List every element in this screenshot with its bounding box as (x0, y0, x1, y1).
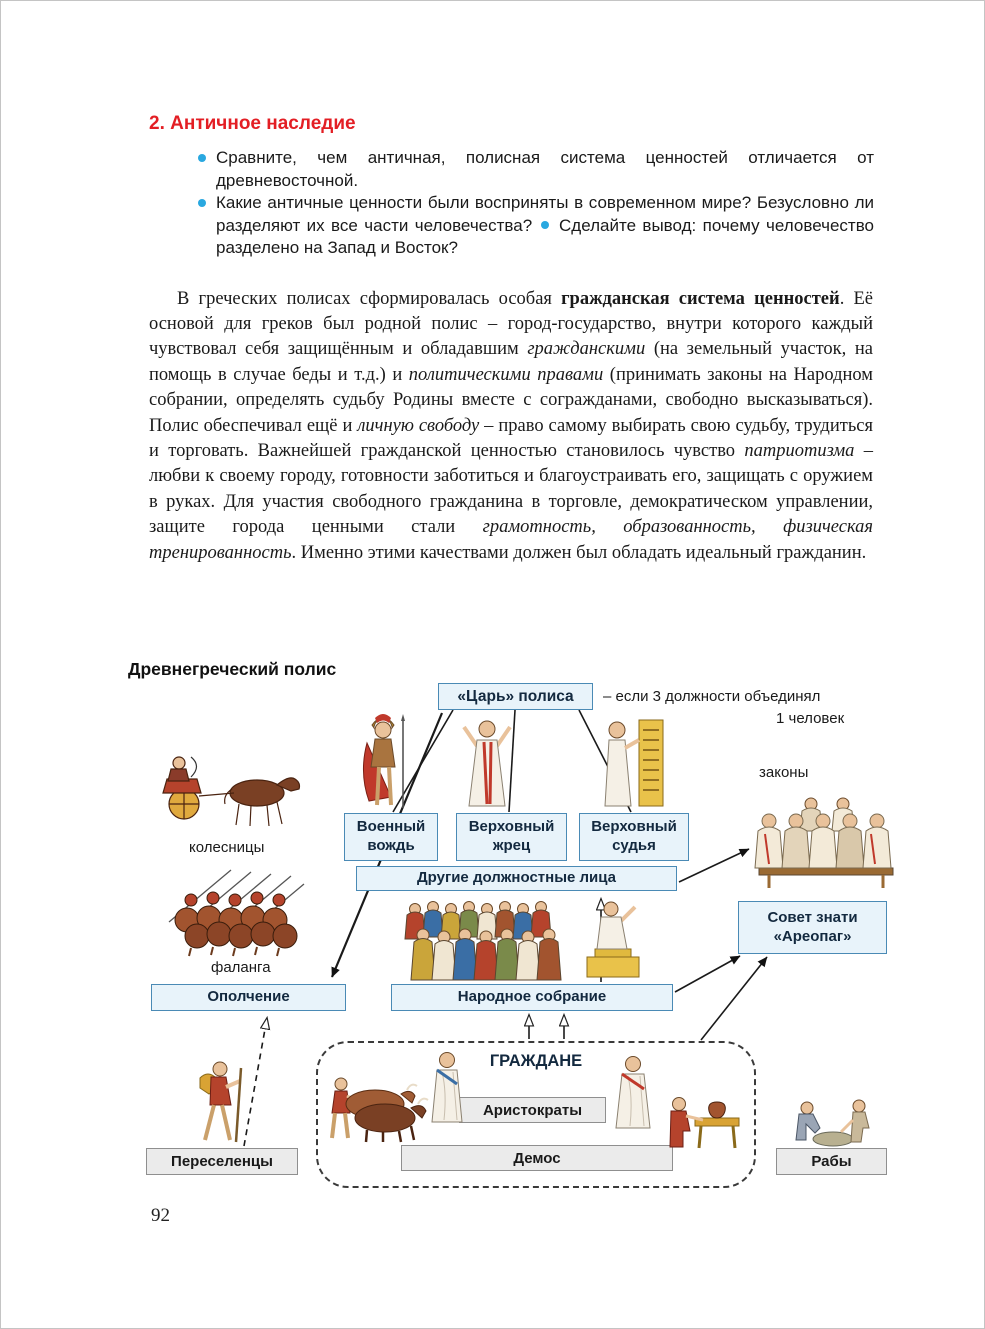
question-item-1 (196, 147, 874, 192)
question-text: Сравните, чем античная, полисная система ценностей отличается от древневосточной. (216, 148, 874, 190)
section-heading: 2. Античное наследие (149, 113, 356, 134)
text-segment: (на земельный участок, на помощь в случае беды и т.д.) и (149, 339, 873, 385)
text-segment: гражданскими (527, 339, 646, 360)
craftsman-figure (659, 1076, 747, 1152)
text-segment: гражданская система ценностей (561, 288, 840, 309)
question-text: Сделайте вывод: почему человечество разделено на Запад и Восток? (216, 215, 874, 257)
text-segment: . Именно этими качествами должен был обладать идеальный гражданин. (291, 542, 867, 563)
king-box: «Царь» полиса (438, 683, 593, 710)
council-box (738, 901, 887, 954)
migrants-box: Переселенцы (146, 1148, 298, 1175)
text-segment: В греческих полисах сформировалась особая (177, 288, 562, 309)
phalanx-label: фаланга (211, 959, 271, 976)
body-paragraph (149, 287, 873, 566)
questions-block (196, 147, 874, 260)
page-number: 92 (151, 1205, 170, 1226)
text-segment: грамотность, образованность, физическая тренированность (149, 517, 874, 563)
king-note-line1: – если 3 должности объединял (603, 688, 821, 705)
text-segment: патриотизма (744, 440, 855, 461)
chariots-label: колесницы (189, 839, 265, 856)
council-line2: «Ареопаг» (773, 927, 852, 945)
citizens-label: ГРАЖДАНЕ (489, 1052, 583, 1070)
assembly-box: Народное собрание (391, 984, 673, 1011)
farmers-oxen-figure (323, 1054, 438, 1144)
aristocrats-box: Аристократы (459, 1097, 606, 1123)
bullet-icon (198, 154, 206, 162)
question-item-2 (196, 192, 874, 260)
aristocrat-figure-left (426, 1048, 468, 1128)
chariot-illustration (139, 741, 304, 836)
text-segment: политическими правами (408, 364, 604, 385)
council-figures (751, 784, 901, 892)
high-priest-box: Верховный жрец (456, 813, 567, 861)
war-chief-box: Военный вождь (344, 813, 438, 861)
judge-figure (601, 714, 667, 814)
laws-label: законы (759, 764, 809, 781)
diagram-title: Древнегреческий полис (128, 659, 337, 679)
text-segment: . Её основой для греков был родной полис – город-государство, внутри которого каждый чувствовал себя защищённым и обладавшим (149, 288, 874, 360)
text-segment: (принимать законы на Народном собрании, определять судьбу Родины вместе с согражданами, свободно высказываться). Полис обеспечивал ещё и (149, 364, 874, 436)
war-chief-figure (353, 713, 415, 813)
slaves-box: Рабы (776, 1148, 887, 1175)
militia-box: Ополчение (151, 984, 346, 1011)
council-line1: Совет знати (767, 908, 858, 926)
bullet-icon (198, 199, 206, 207)
bullet-icon (541, 221, 549, 229)
demos-box: Демос (401, 1145, 673, 1171)
phalanx-illustration (161, 862, 306, 957)
other-officials-box: Другие должностные лица (356, 866, 677, 891)
question-text: Какие античные ценности были восприняты в современном мире? Безусловно ли разделяют их все части человечества? (216, 193, 874, 235)
aristocrat-figure-right (609, 1052, 657, 1134)
slaves-figure (787, 1084, 879, 1150)
supreme-judge-box: Верховный судья (579, 813, 689, 861)
text-segment: личную свободу (357, 415, 480, 436)
text-segment: – любви к своему городу, готовности заботиться и благоустраивать его, защищать с оружием в руках. Для участия свободного гражданина в торговле, демократическом управлении, защите города ценными стали (149, 440, 873, 538)
priest-figure (459, 714, 515, 814)
assembly-crowd-figure (399, 893, 644, 985)
migrant-figure (184, 1054, 256, 1146)
polis-diagram (1, 656, 985, 1216)
king-note-line2: 1 человек (776, 710, 845, 727)
text-segment: – право самому выбирать свою судьбу, трудиться и торговать. Важнейшей гражданской ценностью становилось чувство (149, 415, 873, 461)
